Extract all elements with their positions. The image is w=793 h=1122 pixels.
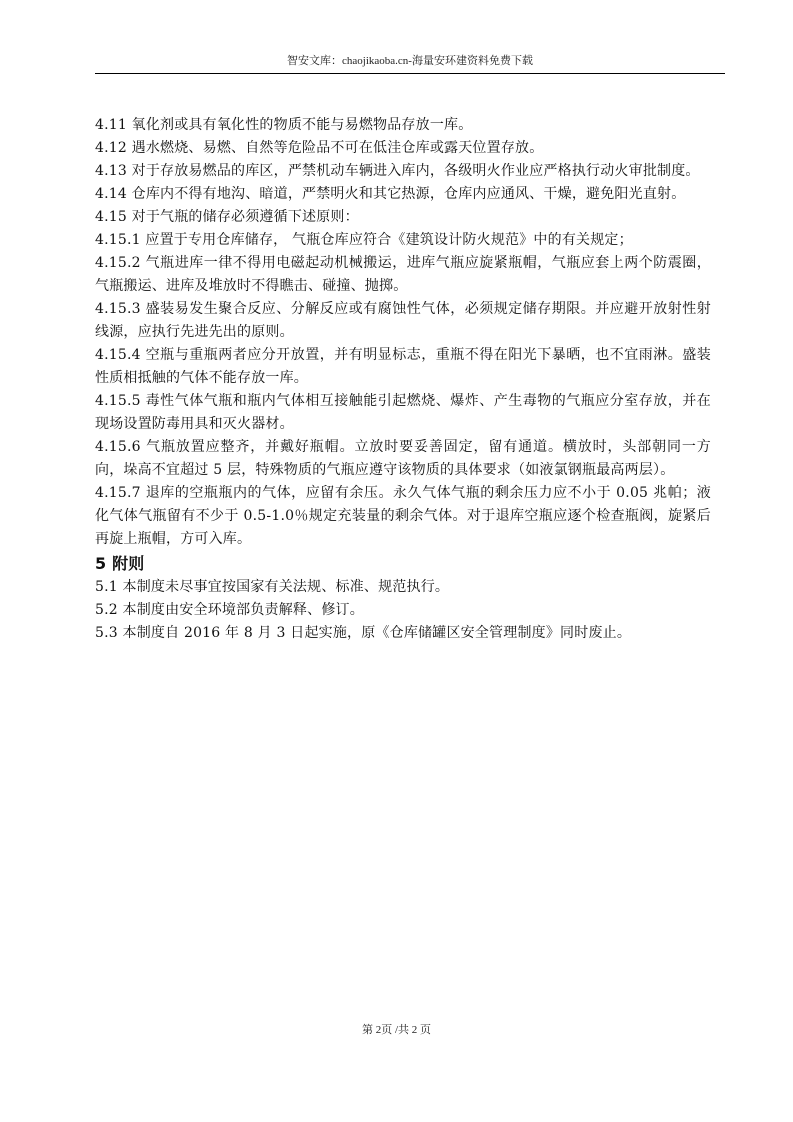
clause-4-15-1: 4.15.1 应置于专用仓库储存， 气瓶仓库应符合《建筑设计防火规范》中的有关规定； [95,232,633,248]
clause-4-15-6: 4.15.6 气瓶放置应整齐，并戴好瓶帽。立放时要妥善固定，留有通道。横放时，头部朝同一方向，垛高不宜超过 5 层，特殊物质的气瓶应遵守该物质的具体要求（如液氯钢瓶最高两层）。 [95,439,711,478]
clause-5-2: 5.2 本制度由安全环境部负责解释、修订。 [95,602,364,618]
clause-4-15-2: 4.15.2 气瓶进库一律不得用电磁起动机械搬运，进库气瓶应旋紧瓶帽，气瓶应套上两个防震圈，气瓶搬运、进库及堆放时不得瞧击、碰撞、抛掷。 [95,255,711,294]
clause-4-13: 4.13 对于存放易燃品的库区，严禁机动车辆进入库内，各级明火作业应严格执行动火审批制度。 [95,163,700,179]
clause-4-11: 4.11 氧化剂或具有氧化性的物质不能与易燃物品存放一库。 [95,117,473,133]
clause-4-15-7: 4.15.7 退库的空瓶瓶内的气体，应留有余压。永久气体气瓶的剩余压力应不小于 0.05 兆帕；液化气体气瓶留有不少于 0.5-1.0％规定充装量的剩余气体。对于退库空瓶应逐个检查瓶阀，旋紧后再旋上瓶帽，方可入库。 [95,485,711,547]
header-divider [95,73,725,74]
clause-4-14: 4.14 仓库内不得有地沟、暗道，严禁明火和其它热源，仓库内应通风、干燥，避免阳光直射。 [95,186,686,202]
clause-4-15-5: 4.15.5 毒性气体气瓶和瓶内气体相互接触能引起燃烧、爆炸、产生毒物的气瓶应分室存放，并在现场设置防毒用具和灭火器材。 [95,393,711,432]
clause-4-12: 4.12 遇水燃烧、易燃、自然等危险品不可在低洼仓库或露天位置存放。 [95,140,544,156]
clause-4-15-3: 4.15.3 盛装易发生聚合反应、分解反应或有腐蚀性气体，必须规定储存期限。并应避开放射性射线源，应执行先进先出的原则。 [95,301,711,340]
section-5-heading: 5 附则 [95,554,145,573]
clause-5-1: 5.1 本制度未尽事宜按国家有关法规、标准、规范执行。 [95,579,450,595]
page-number: 第 2页 /共 2 页 [361,1024,432,1036]
clause-5-3: 5.3 本制度自 2016 年 8 月 3 日起实施，原《仓库储罐区安全管理制度》同时废止。 [95,625,632,641]
page-header: 智安文库：chaojikaoba.cn-海量安环建资料免费下载 [287,55,533,67]
clause-4-15-4: 4.15.4 空瓶与重瓶两者应分开放置，并有明显标志，重瓶不得在阳光下暴晒，也不宜雨淋。盛装性质相抵触的气体不能存放一库。 [95,347,711,386]
clause-4-15: 4.15 对于气瓶的储存必须遵循下述原则： [95,209,359,225]
document-body [95,114,711,645]
